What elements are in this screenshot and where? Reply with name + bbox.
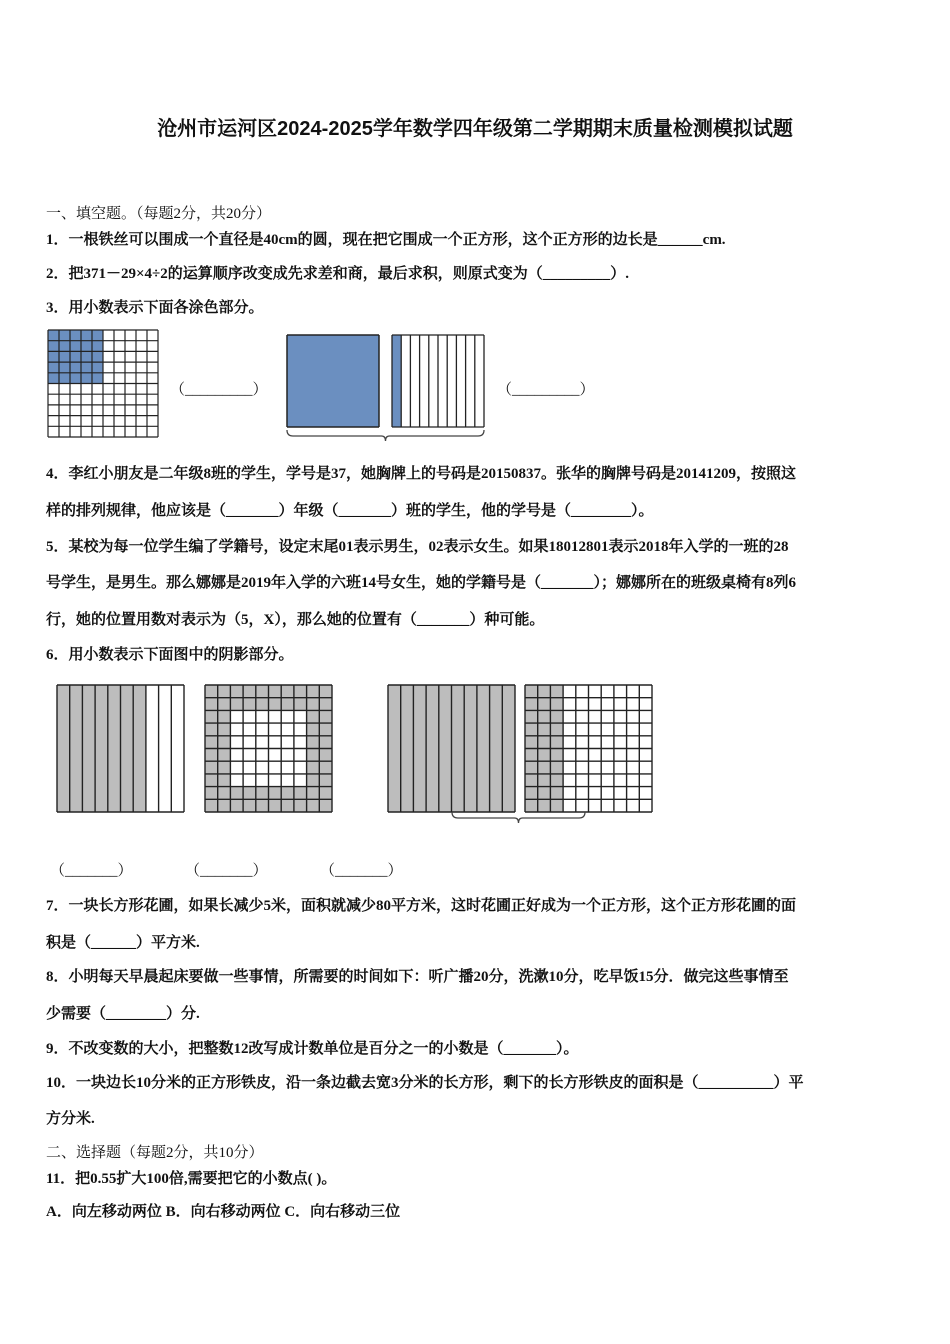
shaded-cell [550, 736, 563, 749]
shaded-cell [319, 749, 332, 762]
shaded-cell [59, 351, 70, 362]
shaded-cell [439, 685, 452, 812]
shaded-cell [243, 799, 256, 812]
shaded-cell [82, 685, 95, 812]
question-5-cont: 行，她的位置用数对表示为（5，X），那么她的位置有（_______）种可能。 [46, 612, 545, 628]
shaded-cell [550, 710, 563, 723]
shaded-cell [319, 698, 332, 711]
shaded-cell [121, 685, 134, 812]
shaded-cell [205, 723, 218, 736]
shaded-cell [218, 710, 231, 723]
shaded-cell [218, 761, 231, 774]
section-heading: 一、填空题。（每题2分，共20分） [46, 206, 272, 222]
shaded-cell [392, 335, 401, 427]
shaded-cell [538, 736, 551, 749]
shaded-cell [81, 362, 92, 373]
shaded-cell [538, 787, 551, 800]
shaded-cell [525, 736, 538, 749]
shaded-cell [294, 799, 307, 812]
shaded-cell [281, 799, 294, 812]
shaded-cell [525, 710, 538, 723]
shaded-cell [230, 698, 243, 711]
shaded-cell [92, 330, 103, 341]
shaded-cell [218, 774, 231, 787]
question-5: 5．某校为每一位学生编了学籍号，设定末尾01表示男生，02表示女生。如果18012801表示2018年入学的一班的28 [46, 539, 789, 555]
shaded-cell [269, 685, 282, 698]
shaded-cell [70, 685, 83, 812]
shaded-cell [464, 685, 477, 812]
shaded-cell [525, 749, 538, 762]
shaded-cell [550, 774, 563, 787]
shaded-cell [205, 787, 218, 800]
shaded-cell [205, 736, 218, 749]
shaded-cell [48, 330, 59, 341]
shaded-cell [307, 774, 320, 787]
shaded-cell [256, 799, 269, 812]
shaded-cell [538, 710, 551, 723]
question-2: 2．把371－29×4÷2的运算顺序改变成先求差和商，最后求积，则原式变为（_________）. [46, 266, 630, 282]
question-4-cont: 样的排列规律，他应该是（_______）年级（_______）班的学生，他的学号是（________）。 [46, 503, 654, 519]
question-8: 8．小明每天早晨起床要做一些事情，所需要的时间如下：听广播20分，洗漱10分，吃早饭15分．做完这些事情至 [46, 969, 789, 985]
shaded-cell [525, 774, 538, 787]
shaded-cell [92, 351, 103, 362]
shaded-cell [59, 373, 70, 384]
shaded-cell [218, 799, 231, 812]
shaded-cell [205, 761, 218, 774]
shaded-cell [70, 351, 81, 362]
shaded-cell [70, 341, 81, 352]
question-7-cont: 积是（______）平方米. [46, 935, 200, 951]
shaded-cell [70, 373, 81, 384]
shaded-cell [525, 787, 538, 800]
shaded-cell [550, 685, 563, 698]
shaded-cell [307, 799, 320, 812]
shaded-cell [48, 351, 59, 362]
shaded-cell [243, 685, 256, 698]
brace [452, 812, 585, 823]
question-10-cont: 方分米. [46, 1111, 95, 1127]
shaded-cell [525, 685, 538, 698]
shaded-cell [294, 698, 307, 711]
shaded-cell [502, 685, 515, 812]
shaded-cell [550, 799, 563, 812]
shaded-cell [205, 698, 218, 711]
shaded-cell [388, 685, 401, 812]
answer-blank: （_______） [320, 863, 403, 879]
shaded-cell [550, 723, 563, 736]
shaded-cell [133, 685, 146, 812]
shaded-cell [81, 351, 92, 362]
shaded-cell [294, 685, 307, 698]
shaded-cell [413, 685, 426, 812]
shaded-cell [95, 685, 108, 812]
shaded-cell [59, 362, 70, 373]
shaded-cell [205, 799, 218, 812]
shaded-cell [426, 685, 439, 812]
q6-figures [40, 670, 670, 830]
shaded-cell [477, 685, 490, 812]
shaded-cell [294, 787, 307, 800]
shaded-cell [205, 710, 218, 723]
shaded-cell [307, 736, 320, 749]
shaded-cell [256, 787, 269, 800]
shaded-cell [307, 698, 320, 711]
answer-blank: （_______） [185, 863, 268, 879]
shaded-cell [230, 685, 243, 698]
page-title: 沧州市运河区2024-2025学年数学四年级第二学期期末质量检测模拟试题 [157, 118, 793, 140]
shaded-cell [81, 373, 92, 384]
shaded-cell [538, 774, 551, 787]
shaded-cell [307, 787, 320, 800]
shaded-cell [538, 799, 551, 812]
shaded-cell [48, 373, 59, 384]
question-10: 10．一块边长10分米的正方形铁皮，沿一条边截去宽3分米的长方形，剩下的长方形铁皮的面积是（__________）平 [46, 1075, 804, 1091]
shaded-cell [218, 698, 231, 711]
shaded-cell [205, 685, 218, 698]
shaded-cell [81, 341, 92, 352]
answer-blank: （_______） [50, 863, 133, 879]
shaded-cell [550, 698, 563, 711]
shaded-cell [48, 341, 59, 352]
shaded-cell [538, 723, 551, 736]
shaded-cell [243, 787, 256, 800]
shaded-cell [269, 799, 282, 812]
shaded-cell [218, 685, 231, 698]
shaded-cell [307, 710, 320, 723]
shaded-cell [307, 761, 320, 774]
shaded-cell [59, 341, 70, 352]
shaded-cell [538, 698, 551, 711]
shaded-cell [218, 787, 231, 800]
shaded-cell [256, 698, 269, 711]
shaded-cell [287, 335, 379, 427]
shaded-cell [108, 685, 121, 812]
answer-blank: （_________） [170, 382, 268, 398]
shaded-cell [230, 799, 243, 812]
shaded-cell [230, 787, 243, 800]
shaded-cell [452, 685, 465, 812]
shaded-cell [218, 736, 231, 749]
shaded-cell [281, 685, 294, 698]
shaded-cell [48, 362, 59, 373]
section-heading: 二、选择题（每题2分，共10分） [46, 1145, 264, 1161]
question-6: 6．用小数表示下面图中的阴影部分。 [46, 647, 294, 663]
shaded-cell [57, 685, 70, 812]
shaded-cell [205, 774, 218, 787]
shaded-cell [307, 723, 320, 736]
shaded-cell [70, 362, 81, 373]
question-11-options: A．向左移动两位 B．向右移动两位 C．向右移动三位 [46, 1204, 401, 1220]
shaded-cell [319, 723, 332, 736]
shaded-cell [538, 761, 551, 774]
shaded-cell [401, 685, 414, 812]
shaded-cell [538, 685, 551, 698]
question-3: 3．用小数表示下面各涂色部分。 [46, 300, 264, 316]
shaded-cell [550, 749, 563, 762]
shaded-cell [319, 761, 332, 774]
shaded-cell [70, 330, 81, 341]
question-9: 9．不改变数的大小，把整数12改写成计数单位是百分之一的小数是（_______）。 [46, 1041, 579, 1057]
shaded-cell [525, 723, 538, 736]
shaded-cell [269, 787, 282, 800]
shaded-cell [550, 761, 563, 774]
shaded-cell [218, 749, 231, 762]
shaded-cell [269, 698, 282, 711]
shaded-cell [319, 787, 332, 800]
question-11: 11．把0.55扩大100倍,需要把它的小数点( )。 [46, 1171, 337, 1187]
shaded-cell [307, 749, 320, 762]
question-7: 7．一块长方形花圃，如果长减少5米，面积就减少80平方米，这时花圃正好成为一个正方形，这个正方形花圃的面 [46, 898, 797, 914]
shaded-cell [243, 698, 256, 711]
shaded-cell [319, 685, 332, 698]
question-4: 4．李红小朋友是二年级8班的学生，学号是37，她胸牌上的号码是20150837。张华的胸牌号码是20141209，按照这 [46, 466, 797, 482]
shaded-cell [538, 749, 551, 762]
shaded-cell [59, 330, 70, 341]
question-5-cont: 号学生，是男生。那么娜娜是2019年入学的六班14号女生，她的学籍号是（_______）；娜娜所在的班级桌椅有8列6 [46, 575, 797, 591]
brace [287, 430, 484, 441]
shaded-cell [205, 749, 218, 762]
shaded-cell [92, 373, 103, 384]
shaded-cell [550, 787, 563, 800]
shaded-cell [319, 774, 332, 787]
shaded-cell [256, 685, 269, 698]
answer-blank: （_________） [497, 382, 595, 398]
shaded-cell [319, 710, 332, 723]
shaded-cell [525, 761, 538, 774]
shaded-cell [281, 787, 294, 800]
shaded-cell [319, 799, 332, 812]
shaded-cell [307, 685, 320, 698]
shaded-cell [218, 723, 231, 736]
shaded-cell [490, 685, 503, 812]
shaded-cell [81, 330, 92, 341]
shaded-cell [319, 736, 332, 749]
shaded-cell [92, 341, 103, 352]
question-8-cont: 少需要（________）分. [46, 1006, 200, 1022]
shaded-cell [92, 362, 103, 373]
question-1: 1．一根铁丝可以围成一个直径是40cm的圆，现在把它围成一个正方形，这个正方形的边长是______cm. [46, 232, 726, 248]
shaded-cell [281, 698, 294, 711]
shaded-cell [525, 799, 538, 812]
shaded-cell [525, 698, 538, 711]
